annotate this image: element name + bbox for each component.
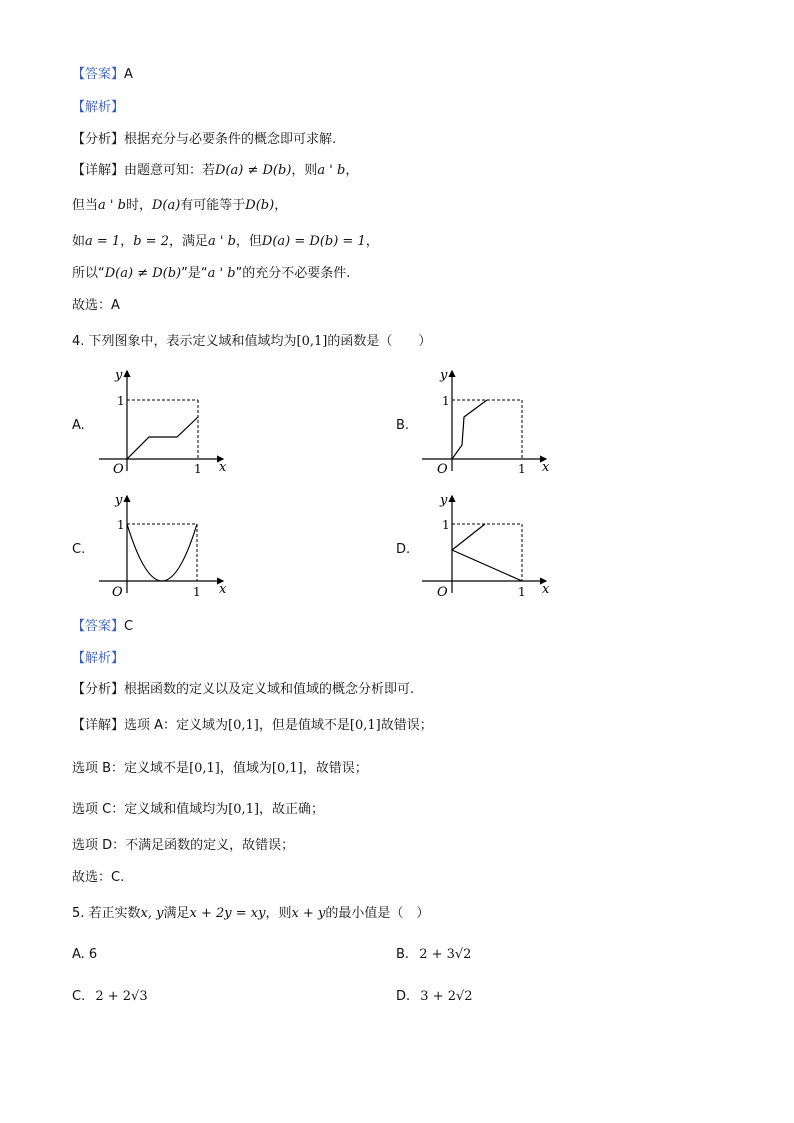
text: ，故错误； xyxy=(302,761,368,776)
answer-tag: 【答案】 xyxy=(72,619,125,634)
origin-label: O xyxy=(112,585,123,600)
math: D(a) = D(b) = 1 xyxy=(261,234,366,249)
math: a ' b xyxy=(207,266,236,281)
math: [0,1] xyxy=(296,334,328,349)
x-tick-one: 1 xyxy=(518,585,526,599)
x-label: x xyxy=(219,582,227,597)
text: 时， xyxy=(125,198,152,213)
math: x + y xyxy=(291,906,326,921)
q4-analysis-line xyxy=(72,650,124,668)
fenxi-text: 根据充分与必要条件的概念即可求解. xyxy=(124,132,337,147)
q4-answer-line xyxy=(72,618,133,636)
x-tick-one: 1 xyxy=(193,585,201,599)
q3-choice-line xyxy=(72,297,120,315)
q5-option-d xyxy=(396,988,473,1006)
q4-detail-a xyxy=(72,717,433,735)
origin-label: O xyxy=(113,462,124,475)
x-label: x xyxy=(542,582,550,597)
q3-detail-line-1 xyxy=(72,162,358,180)
fenxi-tag: 【分析】 xyxy=(72,682,125,697)
text: 选项 A：定义域为 xyxy=(124,718,229,733)
text: 的函数是（ ） xyxy=(327,334,432,349)
math: D(a) xyxy=(151,198,181,213)
choice-text: 故选：A xyxy=(72,298,120,313)
text: ，则 xyxy=(291,163,318,178)
x-tick-one: 1 xyxy=(194,462,202,475)
text: 选项 D：不满足函数的定义，故错误； xyxy=(72,838,295,853)
text: ， xyxy=(365,234,379,249)
graph-d xyxy=(418,490,558,600)
text: ，满足 xyxy=(168,234,208,249)
answer-value: C xyxy=(124,619,134,634)
q5-option-c xyxy=(72,988,148,1006)
text: 由题意可知：若 xyxy=(124,163,216,178)
y-label: y xyxy=(440,368,448,383)
fenxi-tag: 【分析】 xyxy=(72,132,125,147)
graph-c xyxy=(95,490,235,600)
text: 选项 C：定义域和值域均为 xyxy=(72,802,229,817)
math: x + 2y = xy xyxy=(189,906,266,921)
text: ， xyxy=(345,163,359,178)
q4-choice-line xyxy=(72,869,124,887)
detail-tag: 【详解】 xyxy=(72,718,125,733)
x-tick-one: 1 xyxy=(518,462,526,475)
math: [0,1] xyxy=(228,802,260,817)
x-label: x xyxy=(219,460,227,475)
math: x, y xyxy=(140,906,164,921)
y-label: y xyxy=(440,493,448,508)
fenxi-text: 根据函数的定义以及定义域和值域的概念分析即可. xyxy=(124,682,415,697)
text: 故错误； xyxy=(380,718,433,733)
q3-detail-line-2 xyxy=(72,197,287,215)
q3-answer-line xyxy=(72,66,133,84)
choice-text: 故选：C. xyxy=(72,870,125,885)
math: D(a) ≠ D(b) xyxy=(104,266,182,281)
math: D(a) ≠ D(b) xyxy=(215,163,292,178)
q4-detail-d xyxy=(72,837,294,855)
text: ，故正确； xyxy=(259,802,325,817)
text: ，则 xyxy=(265,906,292,921)
math: a ' b xyxy=(98,198,126,213)
math: [0,1] xyxy=(189,761,220,776)
q5-option-a: A. 6 xyxy=(72,947,98,962)
option-b-label: B. xyxy=(396,418,410,433)
x-label: x xyxy=(542,460,550,475)
option-value: 2 + 3√2 xyxy=(419,947,472,962)
text: 所以“ xyxy=(72,266,105,281)
math: [0,1] xyxy=(271,761,303,776)
option-value: 3 + 2√2 xyxy=(420,989,473,1004)
option-label: D. xyxy=(396,989,411,1004)
option-a-label: A. xyxy=(72,418,85,433)
math: [0,1] xyxy=(228,718,259,733)
math: D(b) xyxy=(245,198,275,213)
text: 满足 xyxy=(163,906,190,921)
option-label: C. xyxy=(72,989,86,1004)
origin-label: O xyxy=(437,462,448,475)
y-tick-one: 1 xyxy=(442,394,450,408)
analysis-tag: 【解析】 xyxy=(72,651,125,666)
q4-fenxi-line xyxy=(72,681,414,699)
origin-label: O xyxy=(437,585,448,600)
q3-detail-line-3 xyxy=(72,233,379,251)
text: ，但是值域不是 xyxy=(258,718,350,733)
q4-detail-b xyxy=(72,760,368,778)
option-c-label: C. xyxy=(72,542,86,557)
curve xyxy=(127,524,197,581)
text: ， xyxy=(274,198,288,213)
graph-a xyxy=(95,365,235,475)
answer-value: A xyxy=(124,67,133,82)
y-tick-one: 1 xyxy=(442,518,450,532)
q4-stem xyxy=(72,333,431,351)
text: ，值域为 xyxy=(219,761,272,776)
text: ， xyxy=(120,234,134,249)
curve xyxy=(452,400,487,459)
text: ”的充分不必要条件. xyxy=(235,266,351,281)
y-tick-one: 1 xyxy=(117,394,125,408)
y-label: y xyxy=(115,368,123,383)
curve xyxy=(127,417,198,459)
text: 但当 xyxy=(72,198,99,213)
option-label: B. xyxy=(396,947,410,962)
curve-lower xyxy=(452,550,522,581)
math: [0,1] xyxy=(349,718,381,733)
option-d-label: D. xyxy=(396,542,411,557)
text: ，但 xyxy=(235,234,262,249)
math: a ' b xyxy=(317,163,346,178)
q3-fenxi-line xyxy=(72,131,336,149)
text: 选项 B：定义域不是 xyxy=(72,761,190,776)
text: 有可能等于 xyxy=(180,198,246,213)
detail-tag: 【详解】 xyxy=(72,163,125,178)
q4-detail-c xyxy=(72,801,324,819)
q3-detail-line-4 xyxy=(72,265,350,283)
text: 如 xyxy=(72,234,86,249)
y-tick-one: 1 xyxy=(117,518,125,532)
curve-upper xyxy=(452,524,485,550)
math: b = 2 xyxy=(133,234,169,249)
q3-analysis-line xyxy=(72,99,124,117)
math: a ' b xyxy=(207,234,236,249)
text: 5. 若正实数 xyxy=(72,906,141,921)
text: 的最小值是（ ） xyxy=(325,906,430,921)
math: a = 1 xyxy=(85,234,121,249)
graph-b xyxy=(418,365,558,475)
text: ”是“ xyxy=(181,266,208,281)
y-label: y xyxy=(115,493,123,508)
option-value: 2 + 2√3 xyxy=(95,989,148,1004)
q5-stem xyxy=(72,905,429,923)
text: 4. 下列图象中，表示定义域和值域均为 xyxy=(72,334,297,349)
answer-tag: 【答案】 xyxy=(72,67,125,82)
analysis-tag: 【解析】 xyxy=(72,100,125,115)
q5-option-b xyxy=(396,946,471,964)
